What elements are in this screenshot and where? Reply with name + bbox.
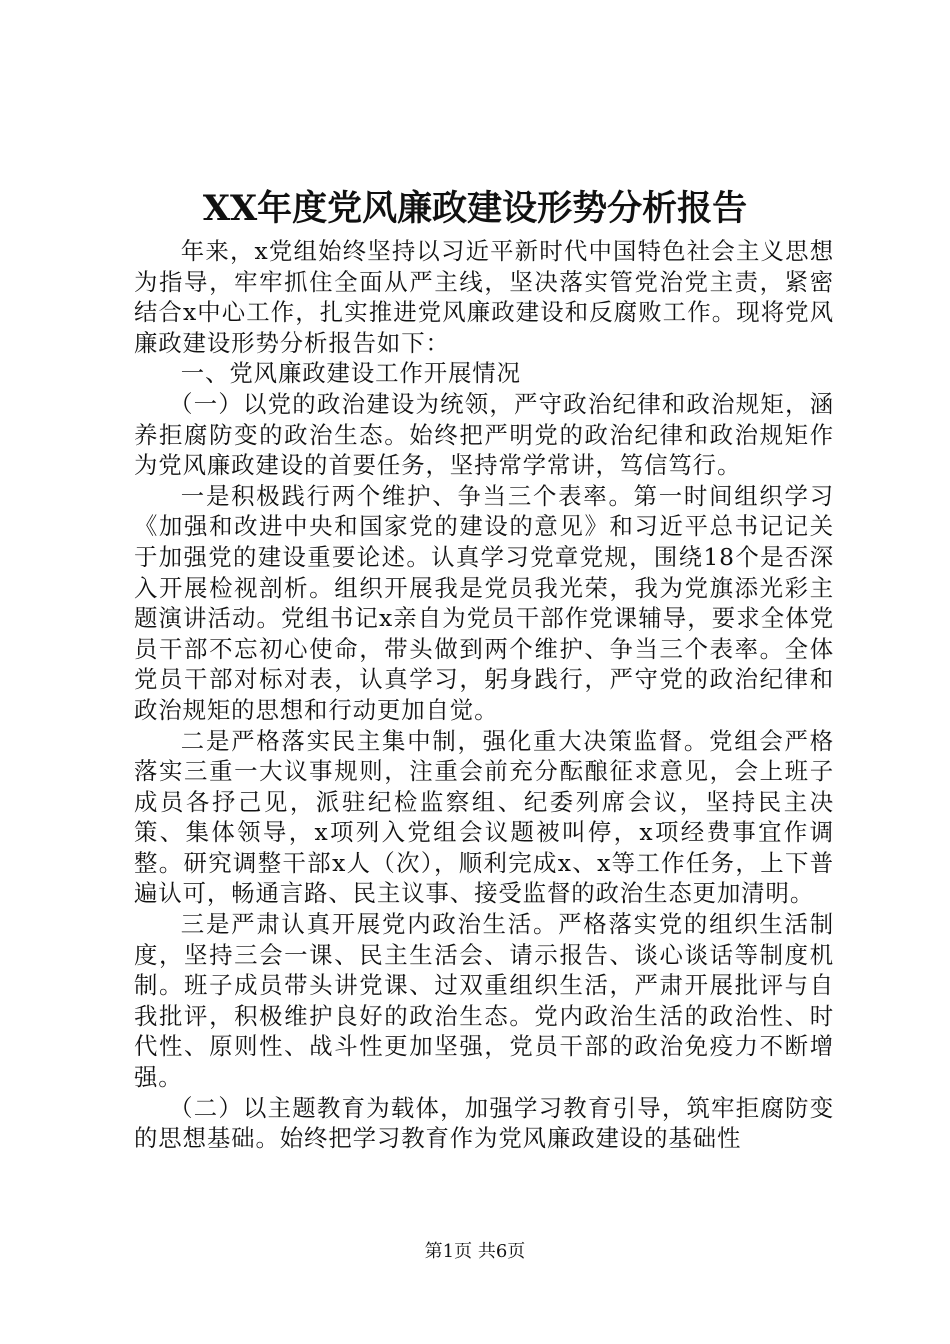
document-body bbox=[134, 236, 834, 1154]
paragraph-point-2: 二是严格落实民主集中制，强化重大决策监督。党组会严格落实三重一大议事规则，注重会前充分酝酿征求意见，会上班子成员各抒己见，派驻纪检监察组、纪委列席会议，坚持民主决策、集体领导，x项列入党组会议题被叫停，x项经费事宜作调整。研究调整干部x人（次），顺利完成x、x等工作任务，上下普遍认可，畅通言路、民主议事、接受监督的政治生态更加清明。 bbox=[134, 726, 834, 908]
document-title: XX年度党风廉政建设形势分析报告 bbox=[202, 188, 748, 229]
paragraph-intro: 年来，x党组始终坚持以习近平新时代中国特色社会主义思想为指导，牢牢抓住全面从严主线，坚决落实管党治党主责，紧密结合x中心工作，扎实推进党风廉政建设和反腐败工作。现将党风廉政建设形势分析报告如下： bbox=[134, 237, 834, 357]
subsection-2: （二）以主题教育为载体，加强学习教育引导，筑牢拒腐防变的思想基础。始终把学习教育作为党风廉政建设的基础性 bbox=[134, 1093, 834, 1153]
section-heading: 一、党风廉政建设工作开展情况 bbox=[180, 359, 521, 388]
page-footer: 第1页 共6页 bbox=[424, 1241, 526, 1262]
subsection-1: （一）以党的政治建设为统领，严守政治纪律和政治规矩，涵养拒腐防变的政治生态。始终把严明党的政治纪律和政治规矩作为党风廉政建设的首要任务，坚持常学常讲，笃信笃行。 bbox=[134, 389, 834, 480]
paragraph-point-1: 一是积极践行两个维护、争当三个表率。第一时间组织学习《加强和改进中央和国家党的建设的意见》和习近平总书记记关于加强党的建设重要论述。认真学习党章党规，围绕18个是否深入开展检视剖析。组织开展我是党员我光荣，我为党旗添光彩主题演讲活动。党组书记x亲自为党员干部作党课辅导，要求全体党员干部不忘初心使命，带头做到两个维护、争当三个表率。全体党员干部对标对表，认真学习，躬身践行，严守党的政治纪律和政治规矩的思想和行动更加自觉。 bbox=[134, 481, 834, 724]
paragraph-point-3: 三是严肃认真开展党内政治生活。严格落实党的组织生活制度，坚持三会一课、民主生活会、请示报告、谈心谈话等制度机制。班子成员带头讲党课、过双重组织生活，严肃开展批评与自我批评，积极维护良好的政治生态。党内政治生活的政治性、时代性、原则性、战斗性更加坚强，党员干部的政治免疫力不断增强。 bbox=[134, 910, 834, 1092]
